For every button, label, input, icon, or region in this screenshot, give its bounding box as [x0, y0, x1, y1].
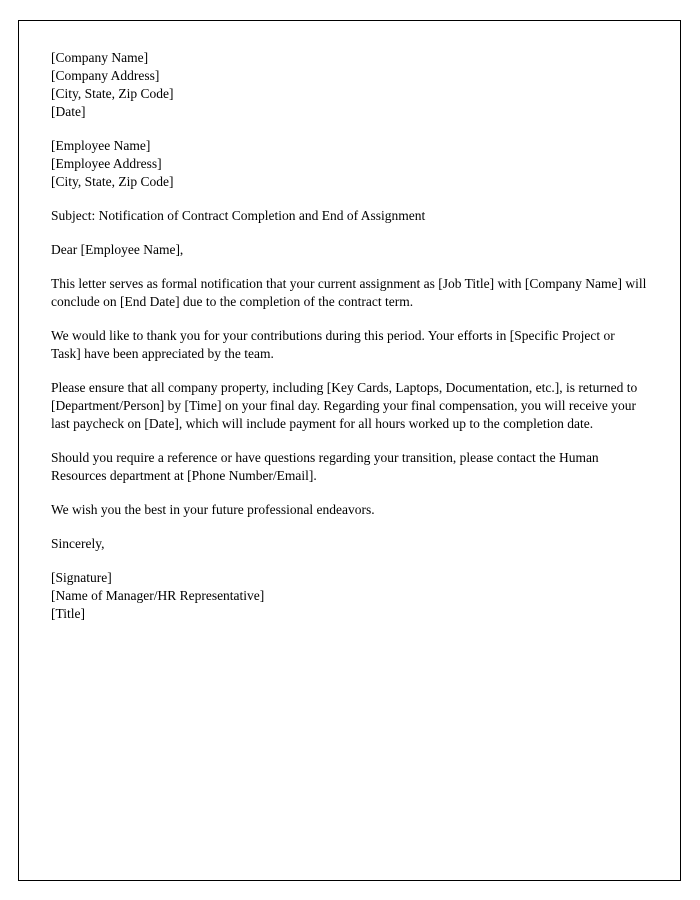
sender-address-block [51, 49, 647, 121]
subject-line: Subject: Notification of Contract Completion and End of Assignment [51, 208, 426, 223]
signer-title: [Title] [51, 606, 86, 621]
recipient-city-state-zip: [City, State, Zip Code] [51, 174, 174, 189]
letter-date: [Date] [51, 104, 86, 119]
recipient-employee-address: [Employee Address] [51, 156, 162, 171]
recipient-employee-name: [Employee Name] [51, 138, 151, 153]
signer-name: [Name of Manager/HR Representative] [51, 588, 265, 603]
closing: Sincerely, [51, 536, 105, 551]
sender-city-state-zip: [City, State, Zip Code] [51, 86, 174, 101]
signature-placeholder: [Signature] [51, 570, 112, 585]
salutation: Dear [Employee Name], [51, 242, 184, 257]
body-paragraph-4: Should you require a reference or have questions regarding your transition, please contact the Human Resources department at [Phone Number/Email]. [51, 450, 599, 483]
body-paragraph-3: Please ensure that all company property, including [Key Cards, Laptops, Documentation, etc.], is returned to [Department/Person] by [Time] on your final day. Regarding your final compensation, you will receive your last paycheck on [Date], which will include payment for all hours worked up to the completion date. [51, 380, 638, 431]
letter-page [18, 20, 681, 881]
body-paragraph-1: This letter serves as formal notification that your current assignment as [Job Title] with [Company Name] will conclude on [End Date] due to the completion of the contract term. [51, 276, 647, 309]
sender-company-name: [Company Name] [51, 50, 149, 65]
recipient-address-block [51, 137, 647, 191]
sender-company-address: [Company Address] [51, 68, 160, 83]
signature-block [51, 569, 647, 623]
body-paragraph-2: We would like to thank you for your contributions during this period. Your efforts in [Specific Project or Task] have been appreciated by the team. [51, 328, 615, 361]
body-paragraph-5: We wish you the best in your future professional endeavors. [51, 502, 375, 517]
